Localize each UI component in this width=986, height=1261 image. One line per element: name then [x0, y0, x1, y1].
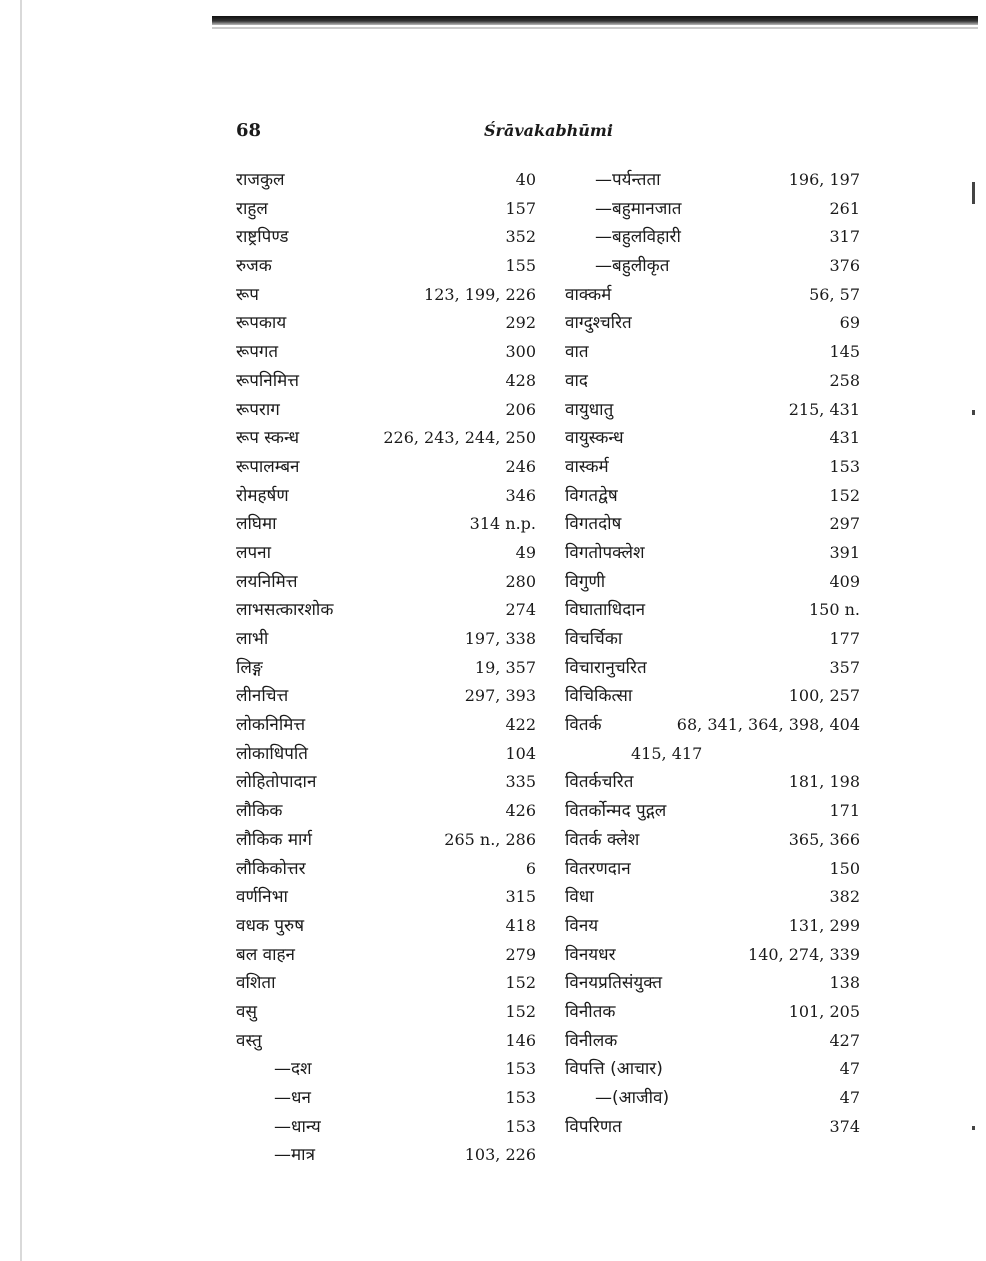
index-term: —बहुलविहारी [595, 227, 681, 248]
scan-mark [972, 410, 975, 415]
index-subentry [236, 1141, 536, 1170]
index-entry [565, 539, 860, 568]
page-references: 153 [829, 456, 860, 476]
page-references: 391 [829, 542, 860, 562]
page-references: 155 [505, 256, 536, 276]
page-references: 150 [829, 858, 860, 878]
index-term: राष्ट्रपिण्ड [236, 227, 289, 248]
page-references: 365, 366 [788, 829, 860, 849]
page-references: 292 [505, 313, 536, 333]
running-title: Śrāvakabhūmi [484, 121, 613, 140]
index-term: लौकिक मार्ग [236, 829, 312, 850]
index-entry [236, 568, 536, 597]
index-entry [236, 625, 536, 654]
index-term: —मात्र [274, 1145, 315, 1166]
index-term: रूपालम्बन [236, 456, 300, 477]
index-entry [236, 740, 536, 769]
page-references: 315 [505, 887, 536, 907]
page-references: 374 [829, 1116, 860, 1136]
page-references: 274 [505, 600, 536, 620]
index-term: विनयधर [565, 944, 616, 965]
index-term: लोहितोपादान [236, 772, 317, 793]
scan-left-edge [20, 0, 22, 1261]
page-references: 226, 243, 244, 250 [383, 428, 536, 448]
index-term: विगतद्वेष [565, 485, 618, 506]
index-term: विपरिणत [565, 1116, 622, 1137]
index-term: —बहुलीकृत [595, 256, 670, 277]
page-references: 131, 299 [788, 915, 860, 935]
index-entry [236, 969, 536, 998]
page-references: 431 [829, 428, 860, 448]
index-term: वर्णनिभा [236, 887, 288, 908]
index-entry [236, 396, 536, 425]
page-number: 68 [236, 120, 262, 141]
index-entry [565, 711, 860, 740]
index-column-left [236, 166, 536, 1170]
index-entry [236, 682, 536, 711]
index-entry [565, 596, 860, 625]
index-term: वधक पुरुष [236, 915, 305, 936]
index-subentry [565, 1084, 860, 1113]
index-entry [236, 309, 536, 338]
index-term: लपना [236, 542, 272, 563]
index-entry [565, 768, 860, 797]
page-references: 300 [505, 342, 536, 362]
page-references: 418 [505, 915, 536, 935]
page-references: 49 [515, 542, 536, 562]
index-entry [236, 654, 536, 683]
index-subentry [565, 195, 860, 224]
index-entry [236, 941, 536, 970]
index-entry [236, 912, 536, 941]
scan-mark [972, 1126, 975, 1130]
index-entry [565, 826, 860, 855]
page-references: 382 [829, 887, 860, 907]
page-references: 69 [839, 313, 860, 333]
index-term: विचारानुचरित [565, 657, 647, 678]
index-entry [565, 568, 860, 597]
index-term: वितर्कोन्मद पुद्गल [565, 801, 667, 822]
index-entry [236, 998, 536, 1027]
page-references: 103, 226 [464, 1145, 536, 1165]
index-entry [565, 1027, 860, 1056]
page-references: 422 [505, 715, 536, 735]
index-term: लोकाधिपति [236, 743, 308, 764]
index-term: विनयप्रतिसंयुक्त [565, 973, 663, 994]
index-term: विगतदोष [565, 514, 622, 535]
index-entry [565, 338, 860, 367]
index-entry [236, 223, 536, 252]
index-term: विगतोपक्लेश [565, 542, 645, 563]
index-term: रूप स्कन्ध [236, 428, 300, 449]
index-entry [565, 912, 860, 941]
page-references: 409 [829, 571, 860, 591]
index-term: —धन [274, 1088, 311, 1108]
index-entry [236, 338, 536, 367]
page-references: 279 [505, 944, 536, 964]
index-subentry [565, 223, 860, 252]
index-term: वसु [236, 1001, 257, 1022]
index-term: वाग्दुश्चरित [565, 313, 632, 334]
index-entry [565, 625, 860, 654]
page-references: 352 [505, 227, 536, 247]
index-term: लाभी [236, 629, 269, 649]
index-entry [565, 367, 860, 396]
index-entry [236, 166, 536, 195]
page-references: 19, 357 [474, 657, 536, 677]
index-entry [565, 654, 860, 683]
index-entry [236, 482, 536, 511]
index-term: —पर्यन्तता [595, 170, 661, 190]
index-term: —दश [274, 1059, 312, 1080]
index-entry [236, 424, 536, 453]
index-term: वितर्कचरित [565, 772, 634, 793]
page-references: 40 [515, 170, 536, 189]
index-term: वस्तु [236, 1030, 262, 1051]
page-references: 415, 417 [631, 743, 703, 763]
index-entry [565, 396, 860, 425]
index-term: वात [565, 342, 589, 363]
page-references: 152 [829, 485, 860, 505]
page-references: 181, 198 [788, 772, 860, 792]
page-references: 150 n. [808, 600, 860, 620]
page-references: 6 [525, 858, 536, 878]
index-entry [565, 1113, 860, 1142]
index-entry [565, 424, 860, 453]
page-references: 265 n., 286 [444, 829, 536, 849]
page-references: 335 [505, 772, 536, 792]
page-references: 146 [505, 1030, 536, 1050]
index-term: विघाताधिदान [565, 600, 646, 621]
page-references: 138 [829, 973, 860, 993]
index-term: वितर्क [565, 715, 602, 736]
index-entry [565, 453, 860, 482]
index-entry [565, 309, 860, 338]
index-term: लोकनिमित्त [236, 715, 306, 736]
page-references: 346 [505, 485, 536, 505]
index-term: वायुस्कन्ध [565, 428, 624, 449]
page-references: 101, 205 [788, 1001, 860, 1021]
index-term: रूपकाय [236, 313, 287, 334]
index-term: रूपनिमित्त [236, 370, 300, 391]
page-references: 171 [829, 801, 860, 821]
index-term: विधा [565, 887, 594, 908]
index-term: विनीलक [565, 1030, 618, 1051]
index-subentry [236, 1113, 536, 1142]
page-references: 177 [829, 629, 860, 648]
index-term: रोमहर्षण [236, 485, 289, 506]
scan-top-rule-shadow [212, 27, 978, 29]
index-entry [236, 711, 536, 740]
index-term: बल वाहन [236, 944, 295, 965]
page-references: 206 [505, 399, 536, 419]
page-references: 123, 199, 226 [424, 284, 536, 304]
index-term: वाद [565, 370, 588, 391]
index-entry [236, 883, 536, 912]
index-term: विपत्ति (आचार) [565, 1059, 663, 1080]
index-entry [236, 252, 536, 281]
index-entry [236, 596, 536, 625]
page-references: 153 [505, 1059, 536, 1079]
index-entry [565, 969, 860, 998]
index-term: रूप [236, 284, 259, 305]
page-references: 376 [829, 256, 860, 276]
index-term: विनय [565, 915, 599, 936]
index-term: वाक्कर्म [565, 284, 612, 305]
index-column-right [565, 166, 860, 1141]
index-term: लयनिमित्त [236, 571, 298, 592]
page-references: 100, 257 [788, 686, 860, 706]
index-entry [565, 281, 860, 310]
page-references: 153 [505, 1116, 536, 1136]
index-term: वायुधातु [565, 399, 614, 420]
index-term: लिङ्ग [236, 657, 263, 678]
index-entry-continuation [565, 740, 860, 769]
page-references: 314 n.p. [469, 514, 536, 534]
index-entry [565, 998, 860, 1027]
page-references: 47 [839, 1088, 860, 1107]
index-entry [236, 539, 536, 568]
index-entry [565, 1055, 860, 1084]
page-references: 196, 197 [788, 170, 860, 189]
page-references: 258 [829, 370, 860, 390]
index-term: लौकिकोत्तर [236, 858, 306, 879]
page-references: 317 [829, 227, 860, 247]
index-term: लौकिक [236, 801, 283, 822]
page-references: 246 [505, 456, 536, 476]
page-references: 152 [505, 973, 536, 993]
index-term: वितर्क क्लेश [565, 829, 640, 850]
index-term: विचिकित्सा [565, 686, 633, 707]
index-entry [565, 883, 860, 912]
page-references: 280 [505, 571, 536, 591]
scan-mark [972, 182, 975, 204]
page-references: 145 [829, 342, 860, 362]
index-term: रूपगत [236, 342, 279, 363]
index-term: वास्कर्म [565, 456, 609, 477]
index-term: —धान्य [274, 1116, 321, 1137]
page-references: 153 [505, 1088, 536, 1107]
index-entry [565, 797, 860, 826]
index-entry [565, 482, 860, 511]
index-term: विगुणी [565, 571, 606, 592]
page-references: 56, 57 [809, 284, 860, 304]
index-subentry [565, 166, 860, 195]
index-entry [236, 1027, 536, 1056]
index-term: राजकुल [236, 170, 285, 190]
index-term: विचर्चिका [565, 629, 623, 649]
index-subentry [236, 1055, 536, 1084]
scan-top-rule [212, 16, 978, 25]
index-term: लाभसत्कारशोक [236, 600, 334, 621]
page-references: 104 [505, 743, 536, 763]
index-entry [236, 768, 536, 797]
index-term: वशिता [236, 973, 276, 994]
index-term: वितरणदान [565, 858, 631, 879]
index-entry [565, 941, 860, 970]
index-entry [236, 453, 536, 482]
index-subentry [565, 252, 860, 281]
index-entry [236, 281, 536, 310]
index-entry [236, 510, 536, 539]
page-references: 68, 341, 364, 398, 404 [676, 715, 860, 735]
index-term: रुजक [236, 256, 272, 277]
index-term: लीनचित्त [236, 686, 289, 707]
page-references: 426 [505, 801, 536, 821]
page-references: 261 [829, 198, 860, 218]
index-term: राहुल [236, 198, 268, 219]
index-term: —(आजीव) [595, 1088, 670, 1108]
page-references: 427 [829, 1030, 860, 1050]
index-entry [565, 682, 860, 711]
index-entry [236, 826, 536, 855]
index-entry [565, 855, 860, 884]
index-entry [236, 855, 536, 884]
index-entry [236, 195, 536, 224]
index-entry [565, 510, 860, 539]
page-references: 157 [505, 198, 536, 218]
page-references: 152 [505, 1001, 536, 1021]
index-term: रूपराग [236, 399, 280, 420]
page-references: 140, 274, 339 [748, 944, 860, 964]
page-references: 297, 393 [464, 686, 536, 706]
index-term: लघिमा [236, 514, 277, 535]
index-entry [236, 797, 536, 826]
page-references: 428 [505, 370, 536, 390]
page-references: 197, 338 [464, 629, 536, 648]
index-subentry [236, 1084, 536, 1113]
page-references: 215, 431 [788, 399, 860, 419]
page-references: 47 [839, 1059, 860, 1079]
index-term: —बहुमानजात [595, 198, 682, 219]
index-entry [236, 367, 536, 396]
page-references: 297 [829, 514, 860, 534]
index-term: विनीतक [565, 1001, 616, 1022]
page-references: 357 [829, 657, 860, 677]
